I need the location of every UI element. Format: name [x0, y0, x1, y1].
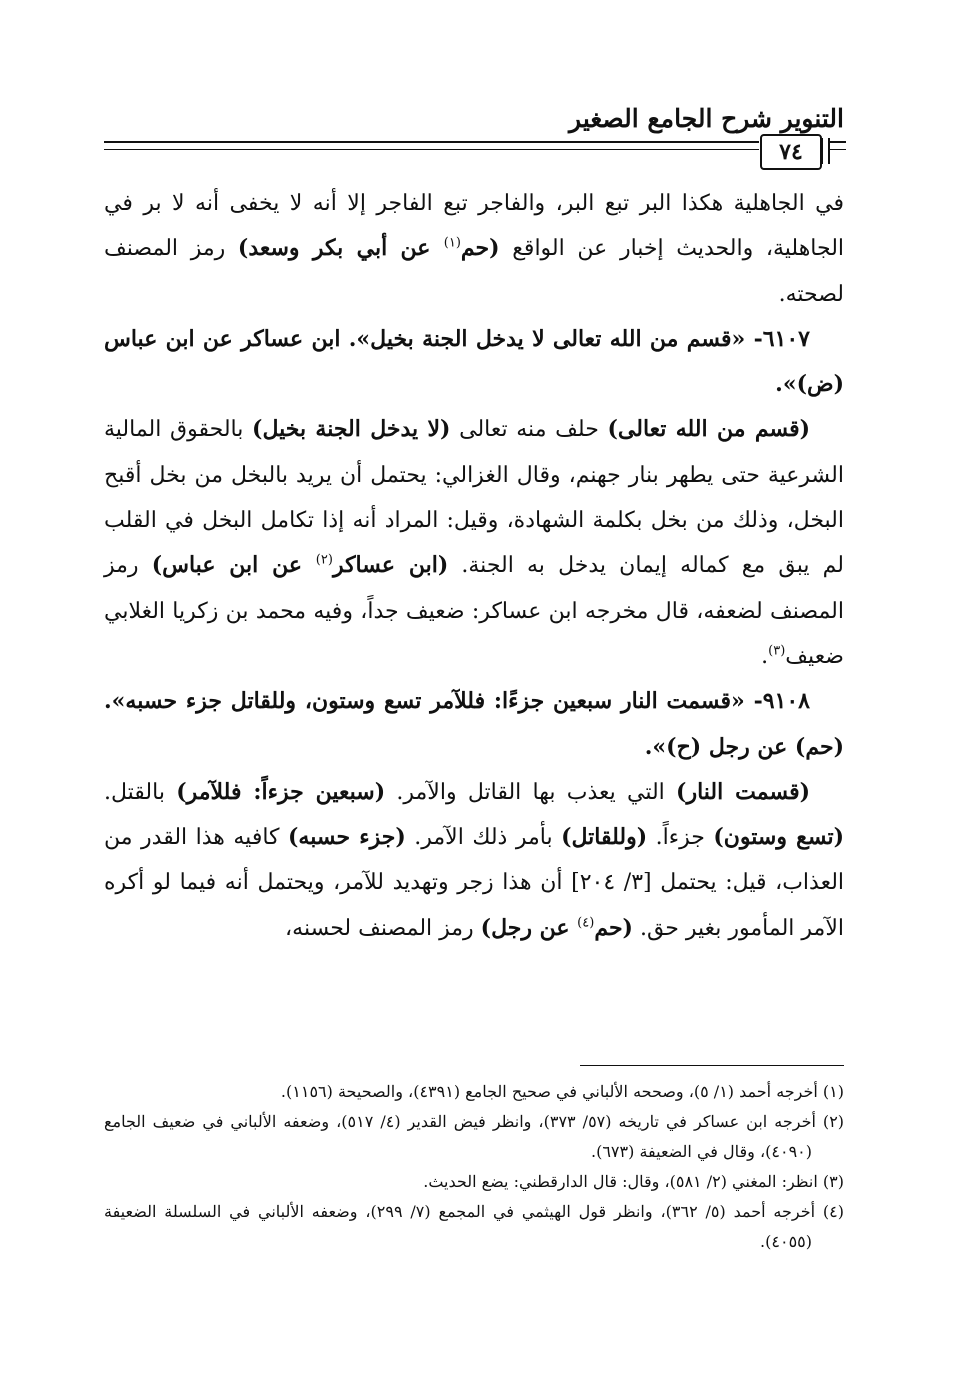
header-rule: [104, 141, 759, 150]
main-text: [104, 181, 844, 951]
paragraph-3: [104, 770, 844, 951]
text-run: بالحقوق المالية الشرعية حتى يطهر بنار جهنم، وقال الغزالي: يحتمل أن يريد بالبخل من بخل أقبح البخل، وذلك من بخل بكلمة الشهادة، وقيل: المراد أنه إذا تكامل البخل في القلب لم يبق مع كماله إيمان يدخل به الجنة.: [104, 417, 844, 579]
bold-run: (ابن عساكر: [332, 552, 449, 579]
paragraph-2: [104, 407, 844, 679]
bold-run: عن ابن عباس): [151, 552, 316, 579]
footnote-2: (٢) أخرجه ابن عساكر في تاريخه (٥٧/ ٣٧٣)، وانظر فيض القدير (٤/ ٥١٧)، وضعفه الألباني في ضعيف الجامع (٤٠٩٠)، وقال في الضعيفة (٦٧٣).: [104, 1112, 845, 1161]
text-run: .: [761, 643, 769, 669]
text-run: رمز المصنف لحسنه،: [285, 915, 481, 941]
text-run: رمز المصنف لضعفه، قال مخرجه ابن عساكر: ضعيف جداً، وفيه محمد بن زكريا الغلابي ضعيف: [104, 553, 844, 669]
bold-run: (لا يدخل الجنة بخيل): [252, 416, 451, 443]
page-number: ٧٤: [760, 134, 822, 170]
bold-run: (تسع وستون): [713, 824, 844, 851]
footnotes: [104, 1077, 844, 1257]
footnote-3: (٣) انظر: المغني (٢/ ٥٨١)، وقال: قال الدارقطني: يضع الحديث.: [423, 1172, 844, 1191]
footnote-ref-4[interactable]: (٤): [577, 915, 595, 931]
text-run: حلف منه تعالى: [450, 417, 608, 443]
hadith-number: ٦١٠٧-: [753, 325, 810, 352]
bold-run: عن رجل): [480, 914, 578, 941]
bold-run: (سبعين جزءاً: فللآمر): [176, 778, 386, 805]
hadith-6107: [104, 317, 844, 408]
hadith-text: «قسم من الله تعالى لا يدخل الجنة بخيل». ابن عساكر عن ابن عباس (ض)».: [104, 325, 844, 398]
text-run: بأمر ذلك الآمر.: [405, 825, 562, 851]
text-run: رمز المصنف لصحته.: [104, 236, 844, 307]
footnote-ref-3[interactable]: (٣): [768, 643, 786, 659]
text-run: التي يعذب بها القاتل والآمر.: [385, 779, 677, 805]
bold-run: (قسمت النار): [676, 778, 811, 805]
footnote-1: (١) أخرجه أحمد (١/ ٥)، وصححه الألباني في صحيح الجامع (٤٣٩١)، والصحيحة (١١٥٦).: [280, 1082, 844, 1101]
footnote-separator: [580, 1065, 844, 1066]
text-run: بالقتل.: [104, 779, 177, 805]
hadith-text: «قسمت النار سبعين جزءًا: فللآمر تسع وستون، وللقاتل جزء حسبه». (حم) عن رجل (ح)».: [104, 688, 844, 760]
running-title: التنوير شرح الجامع الصغير: [569, 104, 844, 133]
bold-run: (حم: [460, 235, 500, 262]
bold-run: (حم: [594, 914, 633, 941]
bold-run: (جزء حسبه): [288, 824, 406, 851]
text-run: جزءاً.: [647, 825, 714, 851]
bold-run: (قسم من الله تعالى): [607, 416, 811, 443]
paragraph-1: [104, 181, 844, 317]
bold-run: (وللقاتل): [561, 824, 648, 851]
text-run: كافيه هذا القدر من العذاب، قيل: يحتمل [٣/ ٢٠٤] أن هذا زجر وتهديد للآمر، ويحتمل أنه فيما لو أكره الآمر المأمور بغير حق.: [104, 825, 845, 941]
footnote-4: (٤) أخرجه أحمد (٥/ ٣٦٢)، وانظر قول الهيثمي في المجمع (٧/ ٢٩٩)، وضعفه الألباني في السلسلة الضعيفة (٤٠٥٥).: [104, 1202, 845, 1251]
footnote-ref-2[interactable]: (٢): [315, 553, 333, 569]
hadith-9108: [104, 679, 844, 770]
footnote-ref-1[interactable]: (١): [443, 235, 461, 251]
hadith-number: ٩١٠٨-: [753, 688, 810, 715]
bold-run: عن أبي بكر وسعد): [237, 235, 444, 262]
text-run: في الجاهلية هكذا البر تبع البر، والفاجر تبع الفاجر إلا أنه لا يخفى أنه لا بر في الجاهلية، والحديث إخبار عن الواقع: [104, 191, 845, 262]
header-rule-tail: [830, 141, 846, 150]
